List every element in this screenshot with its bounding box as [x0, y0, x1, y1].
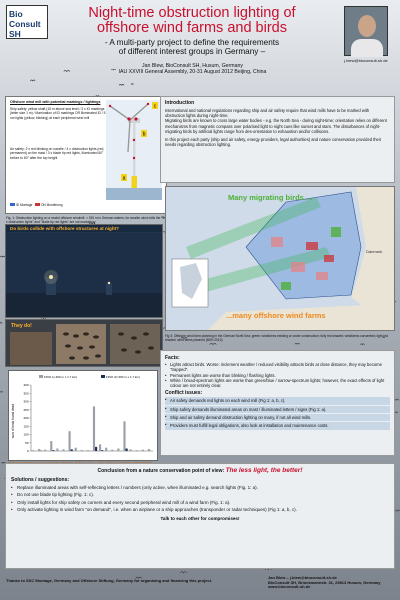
facts-panel	[160, 350, 395, 456]
chart-legend-label: FINO 1(-360 m x 1.7 km)	[44, 374, 78, 379]
legend-item-2: ON Montierung	[40, 203, 63, 207]
chart-bar	[50, 441, 52, 451]
chart-y-tick-label: 100	[23, 432, 29, 437]
map-label-farms: ...many offshore wind farms	[226, 311, 326, 320]
logo-line-2: Consult	[9, 19, 41, 29]
chart-bar	[148, 449, 150, 451]
intro-paragraph-3: In this project each party (ship and air safety, energy providers, legal authorities) and nature conservation provided their needs regarding obstruction lighting.	[165, 137, 382, 148]
chart-y-tick-label: 0	[26, 449, 29, 453]
chart-bar	[93, 406, 95, 451]
solutions-heading: Solutions / suggestions:	[11, 477, 70, 483]
acknowledgements: Thanks to SSC Montage, Germany and Offshore Stiftung, Germany for organising and financing this project.	[6, 578, 213, 583]
chart-legend-swatch	[39, 375, 43, 378]
author-name: Jan Blew, BioConsult SH, Husum, Germany	[142, 63, 243, 69]
conclusion-heading	[11, 467, 389, 474]
chart-bar	[95, 447, 97, 451]
chart-bar	[111, 450, 113, 451]
chart-bar	[117, 449, 119, 451]
poster-title	[56, 6, 328, 36]
chart-legend-swatch	[101, 375, 105, 378]
fig1-caption: Fig. 1: Obstruction lighting on a model offshore windmill: > 150 m in German waters; for smaller wind mills the "4 x obstruction lights" and "blade tip red lights" are not mandatory	[6, 216, 165, 224]
figure-1-panel	[5, 96, 167, 214]
chart-bar	[75, 448, 77, 451]
chart-y-tick-label: 150	[23, 424, 29, 429]
bird-silhouette-icon	[131, 84, 134, 85]
chart-bar	[99, 444, 101, 451]
solutions-list	[11, 484, 389, 513]
logo-line-3: SH	[9, 29, 21, 39]
air-safety-text: Air safety: 2 x red blinking on nacelle / 4 x obstruction lights (red, permanent) on the mast / 3 x blade tip red lights, illuminated 60° before to 60° after the top height	[10, 147, 105, 160]
conflict-heading: Conflict issues:	[165, 390, 203, 397]
map-label-birds: Many migrating birds ...	[228, 193, 313, 202]
chart-bar	[136, 450, 138, 451]
fig1-legend	[10, 203, 63, 207]
introduction-panel	[160, 96, 395, 183]
solution-item: • Replace illuminated areas with self-reflecting letters / numbers (only active, when illuminated e.g. search lights (Fig. 1: a).	[11, 484, 389, 491]
call-to-action: Talk to each other for compromises!	[160, 516, 240, 522]
poster-subtitle	[56, 38, 328, 56]
chart-y-tick-label: 350	[23, 391, 29, 396]
conflict-list	[165, 397, 390, 429]
night-platform-photo	[6, 233, 163, 318]
subtitle-line-1: - A multi-party project to define the requirements	[104, 38, 280, 47]
dead-birds-photo-panel	[5, 319, 163, 367]
facts-heading: Facts:	[165, 355, 180, 361]
label-a: a	[122, 175, 126, 182]
solution-item: • Only activate lighting in wind farm "on demand", i.e. when an airplane or a ship approaches (transponder or radar techniques) (Fig 1: a, b, c).	[11, 506, 389, 513]
intro-paragraph-2: Migrating birds are known to cross large water bodies - e.g. the North Sea - during night-time; orientation relies on different mechanisms from magnetic compass over polarised light to night cues like sunset and stars. The disturbances of night-migrating birds by artificial lights range from des-orientation to exhaustion and/or collisions.	[165, 118, 387, 134]
event-name: IAU XXVIII General Assembly, 20-31 August 2012 Beijing, China	[118, 69, 267, 75]
chart-bar	[105, 448, 107, 451]
bioconsult-logo	[6, 5, 48, 39]
author-photo	[344, 6, 388, 56]
chart-bar	[87, 450, 89, 451]
intro-heading: Introduction	[165, 100, 195, 106]
they-do-heading: They do!	[11, 323, 32, 329]
conclusion-heading-text: Conclusion from a nature conservation point of view:	[97, 468, 225, 474]
logo-line-1: Bio	[9, 9, 23, 19]
author-email: j.blew@bioconsult-sh.de	[344, 58, 388, 63]
dead-birds-chart	[8, 370, 158, 461]
contact-name: Jan Blew – j.blew@bioconsult-sh.de	[268, 575, 337, 580]
label-b: b	[142, 131, 146, 138]
collision-heading: Do birds collide with offshore structures at night?	[6, 225, 163, 232]
ship-safety-text: Ship safety: yellow shaft (15 m above sea level / 3 x IO markings (letter size 1 m) / illumination of ID markings OR illuminated ID / 5 nm lights (yellow, blinking) at each peripheral wind mill	[10, 107, 106, 120]
conflict-item: • Air safety demands red lights on each wind mill (Fig 1: a, b, c).	[165, 397, 390, 404]
map-graphic	[166, 187, 395, 331]
fact-item: • Permanent lights are worse than blinking / flashing lights.	[165, 373, 390, 378]
collision-photo-panel	[5, 224, 163, 318]
contact-website[interactable]: www.bioconsult-sh.de	[268, 584, 311, 590]
facts-list	[165, 362, 390, 388]
conflict-item: • Providers must fulfill legal obligations, also look at installation and maintenance costs.	[165, 422, 390, 429]
subtitle-line-2: of different interest groups in Germany –	[118, 47, 266, 56]
chart-bar	[130, 449, 132, 451]
fact-item: • Lights attract birds. Worse: inclement weather / reduced visibility attracts birds at close distance, they may become "trapped".	[165, 362, 390, 373]
title-line-2: offshore wind farms and birds	[97, 20, 287, 36]
chart-y-axis-label: sum of birds found dead	[11, 403, 15, 439]
wind-turbine-diagram	[106, 100, 162, 200]
solution-item: • Do not use blade tip lighting (Fig. 1: c).	[11, 491, 389, 498]
conclusion-slogan: The less light, the better!	[225, 467, 303, 474]
chart-y-tick-label: 300	[23, 399, 29, 404]
conclusion-panel	[5, 463, 395, 569]
conflict-item: • Ship safety demands illuminated areas on mast / illuminated letters / signs (Fig 1: a).	[165, 406, 390, 413]
fig1-heading: Offshore wind mill with potential markings / lightings	[10, 100, 101, 104]
chart-bar	[52, 450, 54, 451]
chart-bar	[56, 449, 58, 451]
chart-bar	[38, 449, 40, 451]
chart-bar	[69, 431, 71, 451]
intro-paragraph-1: International and national regulations regarding ship and air safety require that wind mills have to be marked with obstruction lights during night-time.	[165, 108, 370, 119]
chart-bar	[44, 450, 46, 451]
fact-item: • White / broad-spectrum lights are worse than green/blue / narrow-spectrum lights; however, the exact effects of light colour are not entirely clear.	[165, 378, 390, 389]
conflict-item: • Ship and air safety demand obstruction lighting on many, if not all wind mills.	[165, 414, 390, 421]
map-label-denmark: Danmark	[366, 249, 383, 254]
contact-block	[268, 576, 398, 590]
chart-bar	[32, 450, 34, 451]
legend-item-1: ID Montage	[15, 203, 33, 207]
chart-bar	[126, 449, 128, 451]
fig3-caption: Fig 3: Offshore wind farm planning in the German North Sea; green: windfarms existing or under construction; fully red shaded: windfarms consented; light red shaded: wind farms planned (BSH 2012).	[165, 334, 389, 342]
author-block	[70, 63, 315, 75]
chart-y-tick-label: 50	[25, 440, 29, 445]
chart-bar	[71, 449, 73, 451]
title-line-1: Night-time obstruction lighting of	[88, 5, 296, 21]
chart-y-tick-label: 200	[23, 416, 29, 420]
chart-bar	[142, 450, 144, 451]
chart-y-tick-label: 400	[23, 383, 29, 387]
solution-item: • Only install lights for ship safety on corners and every second peripheral wind mill of a wind farm (Fig. 1: a).	[11, 499, 389, 506]
contact-address: BioConsult SH, Brinckmannstr. 31, 25813 Husum, Germany	[268, 579, 381, 585]
chart-svg	[9, 371, 159, 462]
chart-bar	[101, 450, 103, 451]
chart-bar	[62, 449, 64, 451]
chart-bar	[123, 421, 125, 451]
chart-bar	[81, 450, 83, 451]
bird-silhouette-icon	[0, 392, 3, 393]
label-c: c	[153, 103, 157, 110]
chart-y-tick-label: 250	[23, 407, 29, 412]
north-sea-map	[165, 186, 395, 331]
chart-legend-label: FINO 3(>360 m x 1.7 km)	[106, 374, 140, 379]
